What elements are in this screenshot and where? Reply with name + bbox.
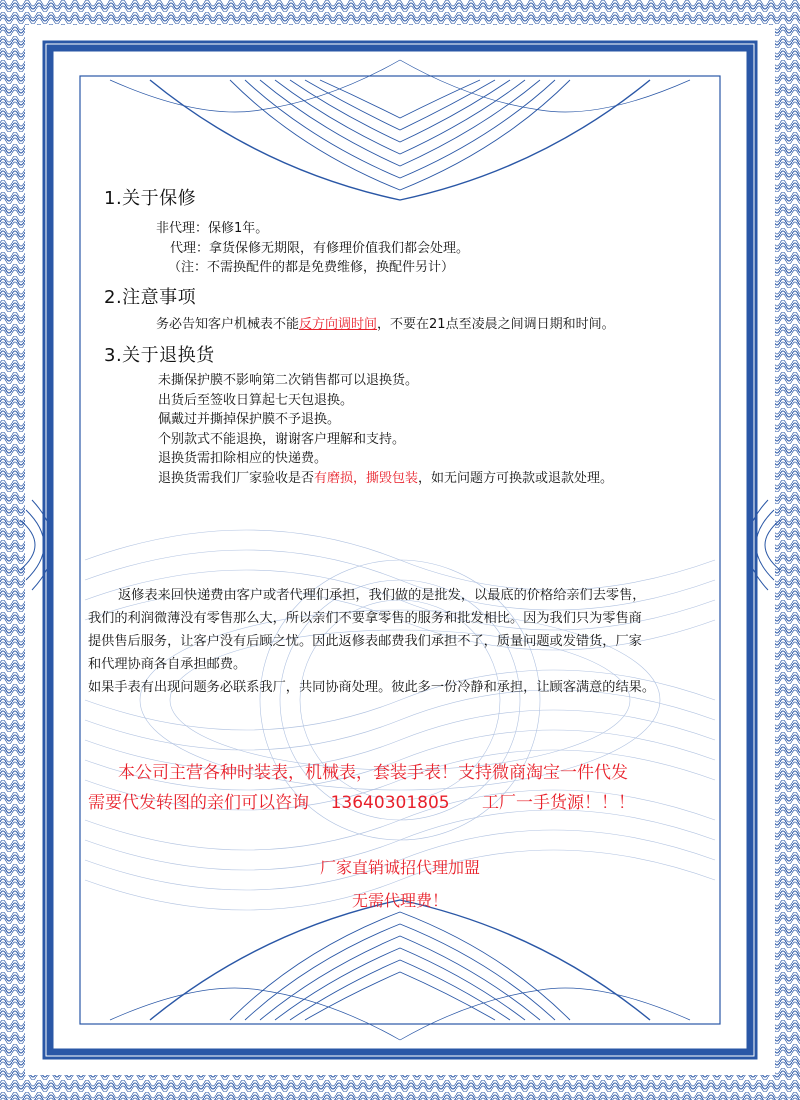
- return-item: 未撕保护膜不影响第二次销售都可以退换货。: [158, 373, 419, 388]
- notice-post: ，不要在21点至凌晨之间调日期和时间。: [377, 317, 615, 332]
- notice-line: [156, 313, 615, 332]
- repair-notice-line: 我们的利润微薄没有零售那么大，所以亲们不要拿零售的服务和批发相比。因为我们只为零售商: [88, 611, 642, 626]
- repair-notice-line: 和代理协商各自承担邮费。: [88, 657, 247, 672]
- return-item: 佩戴过并撕掉保护膜不予退换。: [158, 412, 341, 427]
- warranty-agent-line: 代理：拿货保修无期限，有修理价值我们都会处理。: [170, 241, 470, 256]
- repair-notice-line: 如果手表有出现问题务必联系我厂，共同协商处理。彼此多一份冷静和承担，让顾客满意的结果。: [88, 680, 656, 695]
- promo-main-business: 本公司主营各种时装表，机械表，套装手表！支持微商淘宝一件代发: [118, 763, 628, 783]
- no-agent-fee-text: 无需代理费！: [351, 891, 448, 910]
- return-last-post: ，如无问题方可换款或退款处理。: [418, 471, 614, 486]
- outer-wave-band: [8, 8, 792, 1092]
- warranty-non-agent-line: 非代理：保修1年。: [156, 221, 269, 236]
- return-item: 退换货需扣除相应的快递费。: [158, 451, 328, 466]
- bottom-rosette-ornament: [110, 900, 690, 1040]
- return-item-last: [158, 467, 613, 486]
- top-rosette-ornament: [110, 60, 690, 200]
- repair-notice-line: 返修表来回快递费由客户或者代理们承担，我们做的是批发，以最底的价格给亲们去零售，: [118, 588, 646, 603]
- warranty-note-line: （注：不需换配件的都是免费维修，换配件另计）: [168, 260, 455, 275]
- notice-pre: 务必告知客户机械表不能: [156, 317, 300, 332]
- section-1-heading: 1.关于保修: [104, 188, 197, 209]
- return-item: 个别款式不能退换，谢谢客户理解和支持。: [158, 432, 406, 447]
- section-3-heading: 3.关于退换货: [104, 345, 215, 366]
- return-item: 出货后至签收日算起七天包退换。: [158, 393, 354, 408]
- return-last-pre: 退换货需我们厂家验收是否: [158, 471, 315, 486]
- promo-contact-line: 需要代发转图的亲们可以咨询 13640301805 工厂一手货源！！！: [88, 793, 636, 813]
- repair-notice-line: 提供售后服务，让客户没有后顾之忧。因此返修表邮费我们承担不了，质量问题或发错货，厂家: [88, 634, 642, 649]
- agent-recruit-text: 厂家直销诚招代理加盟: [319, 858, 480, 877]
- return-last-highlight: 有磨损，撕毁包装: [314, 471, 419, 486]
- section-2-heading: 2.注意事项: [104, 287, 197, 308]
- notice-highlight: 反方向调时间: [299, 317, 378, 332]
